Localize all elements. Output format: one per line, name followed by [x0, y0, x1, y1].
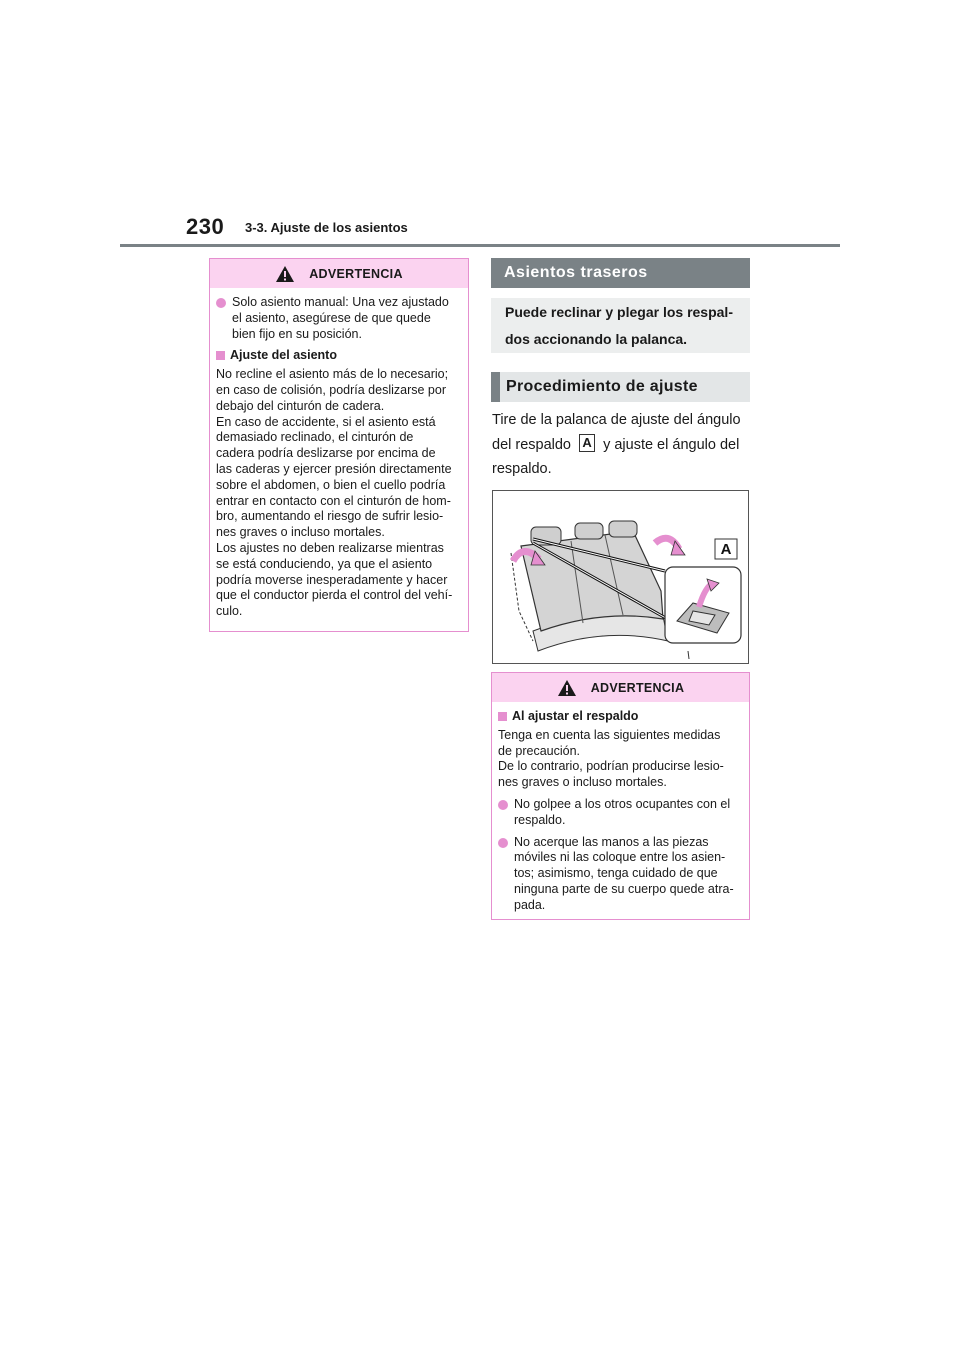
warning-box-seat [209, 258, 469, 632]
warning-triangle-icon [275, 265, 295, 283]
warning-bullet [498, 835, 743, 914]
section-title: 3-3. Ajuste de los asientos [245, 220, 408, 235]
warning-header [210, 259, 468, 288]
bullet-icon [216, 298, 226, 308]
warning-box-backrest [491, 672, 750, 920]
bullet-icon [498, 838, 508, 848]
subtitle-text: Al ajustar el respaldo [512, 709, 639, 723]
rear-seat-illustration [492, 490, 749, 664]
rear-seats-banner: Asientos traseros [491, 258, 750, 288]
warning-label: ADVERTENCIA [309, 266, 403, 281]
warning-subtitle [498, 709, 743, 725]
bullet-text: Solo asiento manual: Una vez ajustado el asiento, asegúrese de que quede bien fijo en su posición. [232, 295, 449, 341]
page-number: 230 [186, 214, 225, 239]
procedure-text [492, 408, 754, 482]
marker-a: A [579, 434, 595, 452]
header-rule [120, 244, 840, 247]
bullet-text: No golpee a los otros ocupantes con el respaldo. [514, 796, 731, 827]
warning-bullet [216, 295, 462, 342]
bullet-icon [498, 800, 508, 810]
bullet-text: No acerque las manos a las piezas móviles ni las coloque entre los asien- tos; asimismo, tenga cuidado de que ninguna parte de su cuerpo quede atra- pada. [514, 834, 734, 912]
warning-subtitle [216, 348, 462, 364]
warning-header [492, 673, 749, 702]
figure-label-a: A [720, 541, 732, 558]
subtitle-text: Ajuste del asiento [230, 348, 337, 363]
warning-paragraph: Tenga en cuenta las siguientes medidas de precaución. De lo contrario, podrían producirse lesio- nes graves o incluso mortales. [498, 727, 724, 790]
seat-drawing [493, 491, 748, 663]
rear-seats-intro: Puede reclinar y plegar los respal- dos accionando la palanca. [491, 298, 750, 353]
warning-triangle-icon [557, 679, 577, 697]
square-bullet-icon [498, 712, 507, 721]
procedure-text-before: Tire de la palanca de ajuste del ángulo del respaldo [492, 412, 741, 453]
procedure-text-after: y ajuste el ángulo del respaldo. [492, 436, 740, 477]
square-bullet-icon [216, 351, 225, 360]
warning-paragraph: No recline el asiento más de lo necesario; en caso de colisión, podría deslizarse por debajo del cinturón de cadera. En caso de accidente, si el asiento está demasiado reclinado, el cinturón de cadera podría deslizarse por encima de las caderas y ejercer presión directamente sobre el abdomen, o bien el cuello podría entrar en contacto con el cinturón de hom- bro, aumentando el riesgo de sufrir lesio- nes graves o incluso mortales. Los ajustes no deben realizarse mientras se está conduciendo, ya que el asiento podría moverse inesperadamente y hacer que el conductor pierda el control del vehí- culo. [216, 367, 453, 619]
procedure-heading: Procedimiento de ajuste [491, 372, 750, 402]
warning-bullet [498, 797, 743, 829]
warning-label: ADVERTENCIA [590, 680, 685, 695]
